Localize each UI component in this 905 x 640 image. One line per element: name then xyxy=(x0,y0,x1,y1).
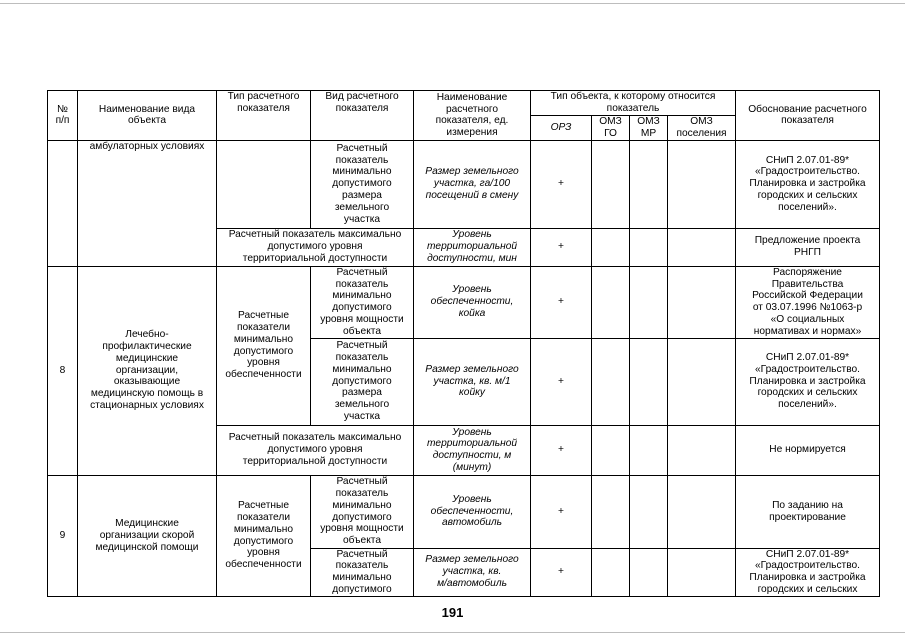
r3-omz-settlement xyxy=(668,266,736,338)
r2-omz-mr xyxy=(630,228,668,266)
r3-kind: Расчетный показатель минимально допустимого уровня мощности объекта xyxy=(311,266,414,338)
table-row xyxy=(48,140,880,228)
r5-orz: + xyxy=(531,425,592,475)
s8-indicator-type: Расчетные показатели минимально допустимого уровня обеспеченности xyxy=(217,266,311,425)
r2-omz-settlement xyxy=(668,228,736,266)
r5-type: Расчетный показатель максимально допустимого уровня территориальной доступности xyxy=(217,425,414,475)
r7-omz-go xyxy=(592,548,630,596)
r6-orz: + xyxy=(531,475,592,548)
s9-indicator-type: Расчетные показатели минимально допустимого уровня обеспеченности xyxy=(217,475,311,596)
r1-indicator: Размер земельного участка, га/100 посещений в смену xyxy=(414,140,531,228)
r1-omz-mr xyxy=(630,140,668,228)
r7-omz-settlement xyxy=(668,548,736,596)
r6-omz-go xyxy=(592,475,630,548)
r5-omz-mr xyxy=(630,425,668,475)
r6-basis: По заданию на проектирование xyxy=(736,475,880,548)
r5-omz-go xyxy=(592,425,630,475)
r7-orz: + xyxy=(531,548,592,596)
r7-indicator: Размер земельного участка, кв. м/автомобиль xyxy=(414,548,531,596)
r2-basis: Предложение проекта РНГП xyxy=(736,228,880,266)
r3-indicator: Уровень обеспеченности, койка xyxy=(414,266,531,338)
header-num: № п/п xyxy=(48,91,78,141)
header-basis: Обоснование расчетного показателя xyxy=(736,91,880,141)
r1-kind: Расчетный показатель минимально допустимого размера земельного участка xyxy=(311,140,414,228)
header-row xyxy=(48,91,880,116)
table-row xyxy=(48,266,880,338)
s8-object-name: Лечебно- профилактические медицинские организации, оказывающие медицинскую помощь в стационарных условиях xyxy=(78,266,217,475)
table-row xyxy=(48,475,880,548)
r4-omz-go xyxy=(592,338,630,425)
subheader-omz-go: ОМЗ ГО xyxy=(592,115,630,140)
s9-num: 9 xyxy=(48,475,78,596)
r6-indicator: Уровень обеспеченности, автомобиль xyxy=(414,475,531,548)
cont-num-cell xyxy=(48,140,78,266)
r6-omz-mr xyxy=(630,475,668,548)
r4-kind: Расчетный показатель минимально допустимого размера земельного участка xyxy=(311,338,414,425)
cont-object-name: амбулаторных условиях xyxy=(78,140,217,266)
header-indicator-kind: Вид расчетного показателя xyxy=(311,91,414,141)
r4-omz-settlement xyxy=(668,338,736,425)
r4-basis: СНиП 2.07.01-89* «Градостроительство. Планировка и застройка городских и сельских поселений». xyxy=(736,338,880,425)
header-object-type: Тип объекта, к которому относится показатель xyxy=(531,91,736,116)
r1-basis: СНиП 2.07.01-89* «Градостроительство. Планировка и застройка городских и сельских поселений». xyxy=(736,140,880,228)
scan-line-bottom xyxy=(0,632,905,633)
r1-omz-go xyxy=(592,140,630,228)
r3-omz-mr xyxy=(630,266,668,338)
r7-basis: СНиП 2.07.01-89* «Градостроительство. Планировка и застройка городских и сельских xyxy=(736,548,880,596)
header-object-name: Наименование вида объекта xyxy=(78,91,217,141)
r4-orz: + xyxy=(531,338,592,425)
r2-indicator: Уровень территориальной доступности, мин xyxy=(414,228,531,266)
header-indicator-name: Наименование расчетного показателя, ед. измерения xyxy=(414,91,531,141)
r7-omz-mr xyxy=(630,548,668,596)
s9-object-name: Медицинские организации скорой медицинской помощи xyxy=(78,475,217,596)
document-table xyxy=(47,90,880,597)
r4-indicator: Размер земельного участка, кв. м/1 койку xyxy=(414,338,531,425)
subheader-orz: ОРЗ xyxy=(531,115,592,140)
subheader-omz-mr: ОМЗ МР xyxy=(630,115,668,140)
r1-omz-settlement xyxy=(668,140,736,228)
r3-orz: + xyxy=(531,266,592,338)
r6-omz-settlement xyxy=(668,475,736,548)
r5-omz-settlement xyxy=(668,425,736,475)
r3-basis: Распоряжение Правительства Российской Федерации от 03.07.1996 №1063-р «О социальных нормативах и нормах» xyxy=(736,266,880,338)
r6-kind: Расчетный показатель минимально допустимого уровня мощности объекта xyxy=(311,475,414,548)
r5-basis: Не нормируется xyxy=(736,425,880,475)
r2-omz-go xyxy=(592,228,630,266)
r2-type: Расчетный показатель максимально допустимого уровня территориальной доступности xyxy=(217,228,414,266)
s8-num: 8 xyxy=(48,266,78,475)
r7-kind: Расчетный показатель минимально допустимого xyxy=(311,548,414,596)
header-indicator-type: Тип расчетного показателя xyxy=(217,91,311,141)
subheader-omz-settlement: ОМЗ поселения xyxy=(668,115,736,140)
r5-indicator: Уровень территориальной доступности, м (минут) xyxy=(414,425,531,475)
r1-orz: + xyxy=(531,140,592,228)
r4-omz-mr xyxy=(630,338,668,425)
page-number: 191 xyxy=(441,605,464,620)
r2-orz: + xyxy=(531,228,592,266)
r3-omz-go xyxy=(592,266,630,338)
cont-type-cell xyxy=(217,140,311,228)
scan-line-top xyxy=(0,3,905,4)
